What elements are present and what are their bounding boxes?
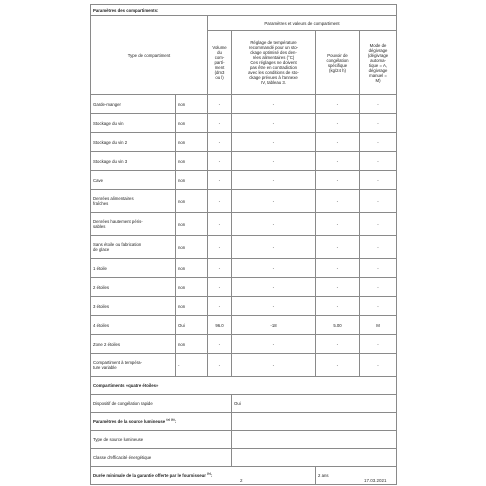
light-source-note: (a) (b) xyxy=(166,417,175,422)
compartment-name: Stockage du vin 3 xyxy=(91,152,176,171)
compartment-freezing-capacity: - xyxy=(316,297,360,316)
warranty-label: Durée minimale de la garantie offerte par le fournisseur $^{(b)}$: xyxy=(91,467,316,485)
compartment-name: Zone 2 étoiles xyxy=(91,335,176,354)
compartment-row xyxy=(91,236,397,259)
compartment-row xyxy=(91,278,397,297)
type-header: Type de compartiment xyxy=(91,16,208,95)
compartment-temperature: - xyxy=(232,236,316,259)
compartment-name: Compartiment à tempéra- ture variable xyxy=(91,354,176,377)
compartment-defrost-mode: - xyxy=(360,95,397,114)
compartment-freezing-capacity: 5.00 xyxy=(316,316,360,335)
compartment-temperature: - xyxy=(232,213,316,236)
compartment-freezing-capacity: - xyxy=(316,278,360,297)
compartment-volume: - xyxy=(208,95,232,114)
compartment-defrost-mode: - xyxy=(360,335,397,354)
compartment-row xyxy=(91,259,397,278)
compartment-temperature: - xyxy=(232,278,316,297)
volume-header: Volume du com- partí- ment (dm3 ou l) xyxy=(208,31,232,95)
compartment-defrost-mode: - xyxy=(360,171,397,190)
compartment-row xyxy=(91,190,397,213)
rapid-freeze-value: Oui xyxy=(232,395,397,413)
compartment-name: Sans étoile ou fabrication de glace xyxy=(91,236,176,259)
compartment-freezing-capacity: - xyxy=(316,190,360,213)
compartment-defrost-mode: - xyxy=(360,259,397,278)
compartment-name: 4 étoiles xyxy=(91,316,176,335)
compartment-volume: - xyxy=(208,259,232,278)
compartment-present: - xyxy=(176,354,208,377)
compartment-freezing-capacity: - xyxy=(316,259,360,278)
compartment-temperature: - xyxy=(232,171,316,190)
light-source-title: Paramètres de la source lumineuse $^{(a) (b)}$: xyxy=(91,413,232,431)
compartment-freezing-capacity: - xyxy=(316,152,360,171)
compartment-name: Stockage du vin 2 xyxy=(91,133,176,152)
compartment-defrost-mode: - xyxy=(360,278,397,297)
compartment-name: 3 étoiles xyxy=(91,297,176,316)
compartment-defrost-mode: - xyxy=(360,133,397,152)
document-page xyxy=(90,4,396,485)
light-source-title-text: Paramètres de la source lumineuse xyxy=(93,419,166,424)
compartment-present: non xyxy=(176,171,208,190)
compartment-defrost-mode: - xyxy=(360,152,397,171)
compartment-present: non xyxy=(176,95,208,114)
compartment-volume: - xyxy=(208,190,232,213)
compartment-present: non xyxy=(176,213,208,236)
defrost-mode-header: Mode de dégivrage (dégivrage automa- tique = A, dégivrage manuel = M) xyxy=(360,31,397,95)
compartment-defrost-mode: - xyxy=(360,213,397,236)
compartment-present: non xyxy=(176,190,208,213)
compartment-temperature: - xyxy=(232,152,316,171)
compartment-volume: - xyxy=(208,297,232,316)
warranty-note: (b) xyxy=(207,471,211,476)
compartment-row xyxy=(91,114,397,133)
compartment-present: non xyxy=(176,236,208,259)
compartment-row xyxy=(91,133,397,152)
compartment-row xyxy=(91,171,397,190)
compartment-row xyxy=(91,354,397,377)
energy-class-label: Classe d'efficacité énergétique xyxy=(91,449,232,467)
compartment-name: Stockage du vin xyxy=(91,114,176,133)
compartment-row xyxy=(91,335,397,354)
compartment-temperature: - xyxy=(232,354,316,377)
compartment-present: non xyxy=(176,152,208,171)
compartment-name: Denrées alimentaires fraîches xyxy=(91,190,176,213)
compartment-defrost-mode: M xyxy=(360,316,397,335)
compartment-freezing-capacity: - xyxy=(316,236,360,259)
compartment-name: Denrées hautement péris- sables xyxy=(91,213,176,236)
section-title: Paramètres des compartiments: xyxy=(91,5,397,16)
compartment-volume: - xyxy=(208,114,232,133)
warranty-label-text: Durée minimale de la garantie offerte par le fournisseur xyxy=(93,473,206,478)
compartment-defrost-mode: - xyxy=(360,114,397,133)
freezing-capacity-header: Pouvoir de congélation spécifique (kg/24 h) xyxy=(316,31,360,95)
compartment-temperature: - xyxy=(232,259,316,278)
compartment-defrost-mode: - xyxy=(360,297,397,316)
compartment-freezing-capacity: - xyxy=(316,95,360,114)
compartment-defrost-mode: - xyxy=(360,236,397,259)
compartment-row xyxy=(91,213,397,236)
compartment-defrost-mode: - xyxy=(360,354,397,377)
group-header: Paramètres et valeurs de compartiment xyxy=(208,16,397,31)
compartment-temperature: - xyxy=(232,190,316,213)
compartment-name: 2 étoiles xyxy=(91,278,176,297)
compartment-present: non xyxy=(176,259,208,278)
compartment-present: non xyxy=(176,114,208,133)
compartment-freezing-capacity: - xyxy=(316,114,360,133)
compartment-row xyxy=(91,316,397,335)
compartment-defrost-mode: - xyxy=(360,190,397,213)
footer-date: 17.03.2021 xyxy=(364,478,387,483)
light-type-value xyxy=(232,431,397,449)
compartment-volume: 96.0 xyxy=(208,316,232,335)
compartment-temperature: - xyxy=(232,335,316,354)
warranty-value: 2 ans xyxy=(316,467,397,485)
compartment-name: 1 étoile xyxy=(91,259,176,278)
compartment-freezing-capacity: - xyxy=(316,354,360,377)
compartment-freezing-capacity: - xyxy=(316,133,360,152)
compartment-temperature: - xyxy=(232,297,316,316)
compartment-freezing-capacity: - xyxy=(316,213,360,236)
compartment-freezing-capacity: - xyxy=(316,171,360,190)
compartment-row xyxy=(91,95,397,114)
light-source-empty xyxy=(232,413,397,431)
compartment-volume: - xyxy=(208,133,232,152)
compartment-volume: - xyxy=(208,171,232,190)
compartment-volume: - xyxy=(208,335,232,354)
compartment-volume: - xyxy=(208,236,232,259)
compartment-present: non xyxy=(176,335,208,354)
compartment-volume: - xyxy=(208,278,232,297)
compartment-volume: - xyxy=(208,152,232,171)
compartment-freezing-capacity: - xyxy=(316,335,360,354)
compartment-temperature: - xyxy=(232,95,316,114)
compartment-present: non xyxy=(176,278,208,297)
compartment-present: Oui xyxy=(176,316,208,335)
light-type-label: Type de source lumineuse xyxy=(91,431,232,449)
temperature-header: Réglage de température recommandé pour un sto- ckage optimisé des den- rées alimentaires (°C) Ces réglages ne doivent pas être en contradiction avec les conditions de sto- ckage prévues à l'annexe IV, tableau 3. xyxy=(232,31,316,95)
compartment-present: non xyxy=(176,133,208,152)
energy-class-value xyxy=(232,449,397,467)
compartment-present: non xyxy=(176,297,208,316)
compartment-volume: - xyxy=(208,213,232,236)
page-number: 2 xyxy=(240,478,243,483)
compartment-row xyxy=(91,152,397,171)
compartment-temperature: - xyxy=(232,133,316,152)
compartment-parameters-table xyxy=(90,4,397,485)
compartment-row xyxy=(91,297,397,316)
rapid-freeze-label: Dispositif de congélation rapide xyxy=(91,395,232,413)
compartment-volume: - xyxy=(208,354,232,377)
compartment-temperature: -18 xyxy=(232,316,316,335)
compartment-temperature: - xyxy=(232,114,316,133)
compartment-name: Garde-manger xyxy=(91,95,176,114)
compartment-name: Cave xyxy=(91,171,176,190)
four-star-title: Compartiments «quatre étoiles» xyxy=(91,377,397,395)
